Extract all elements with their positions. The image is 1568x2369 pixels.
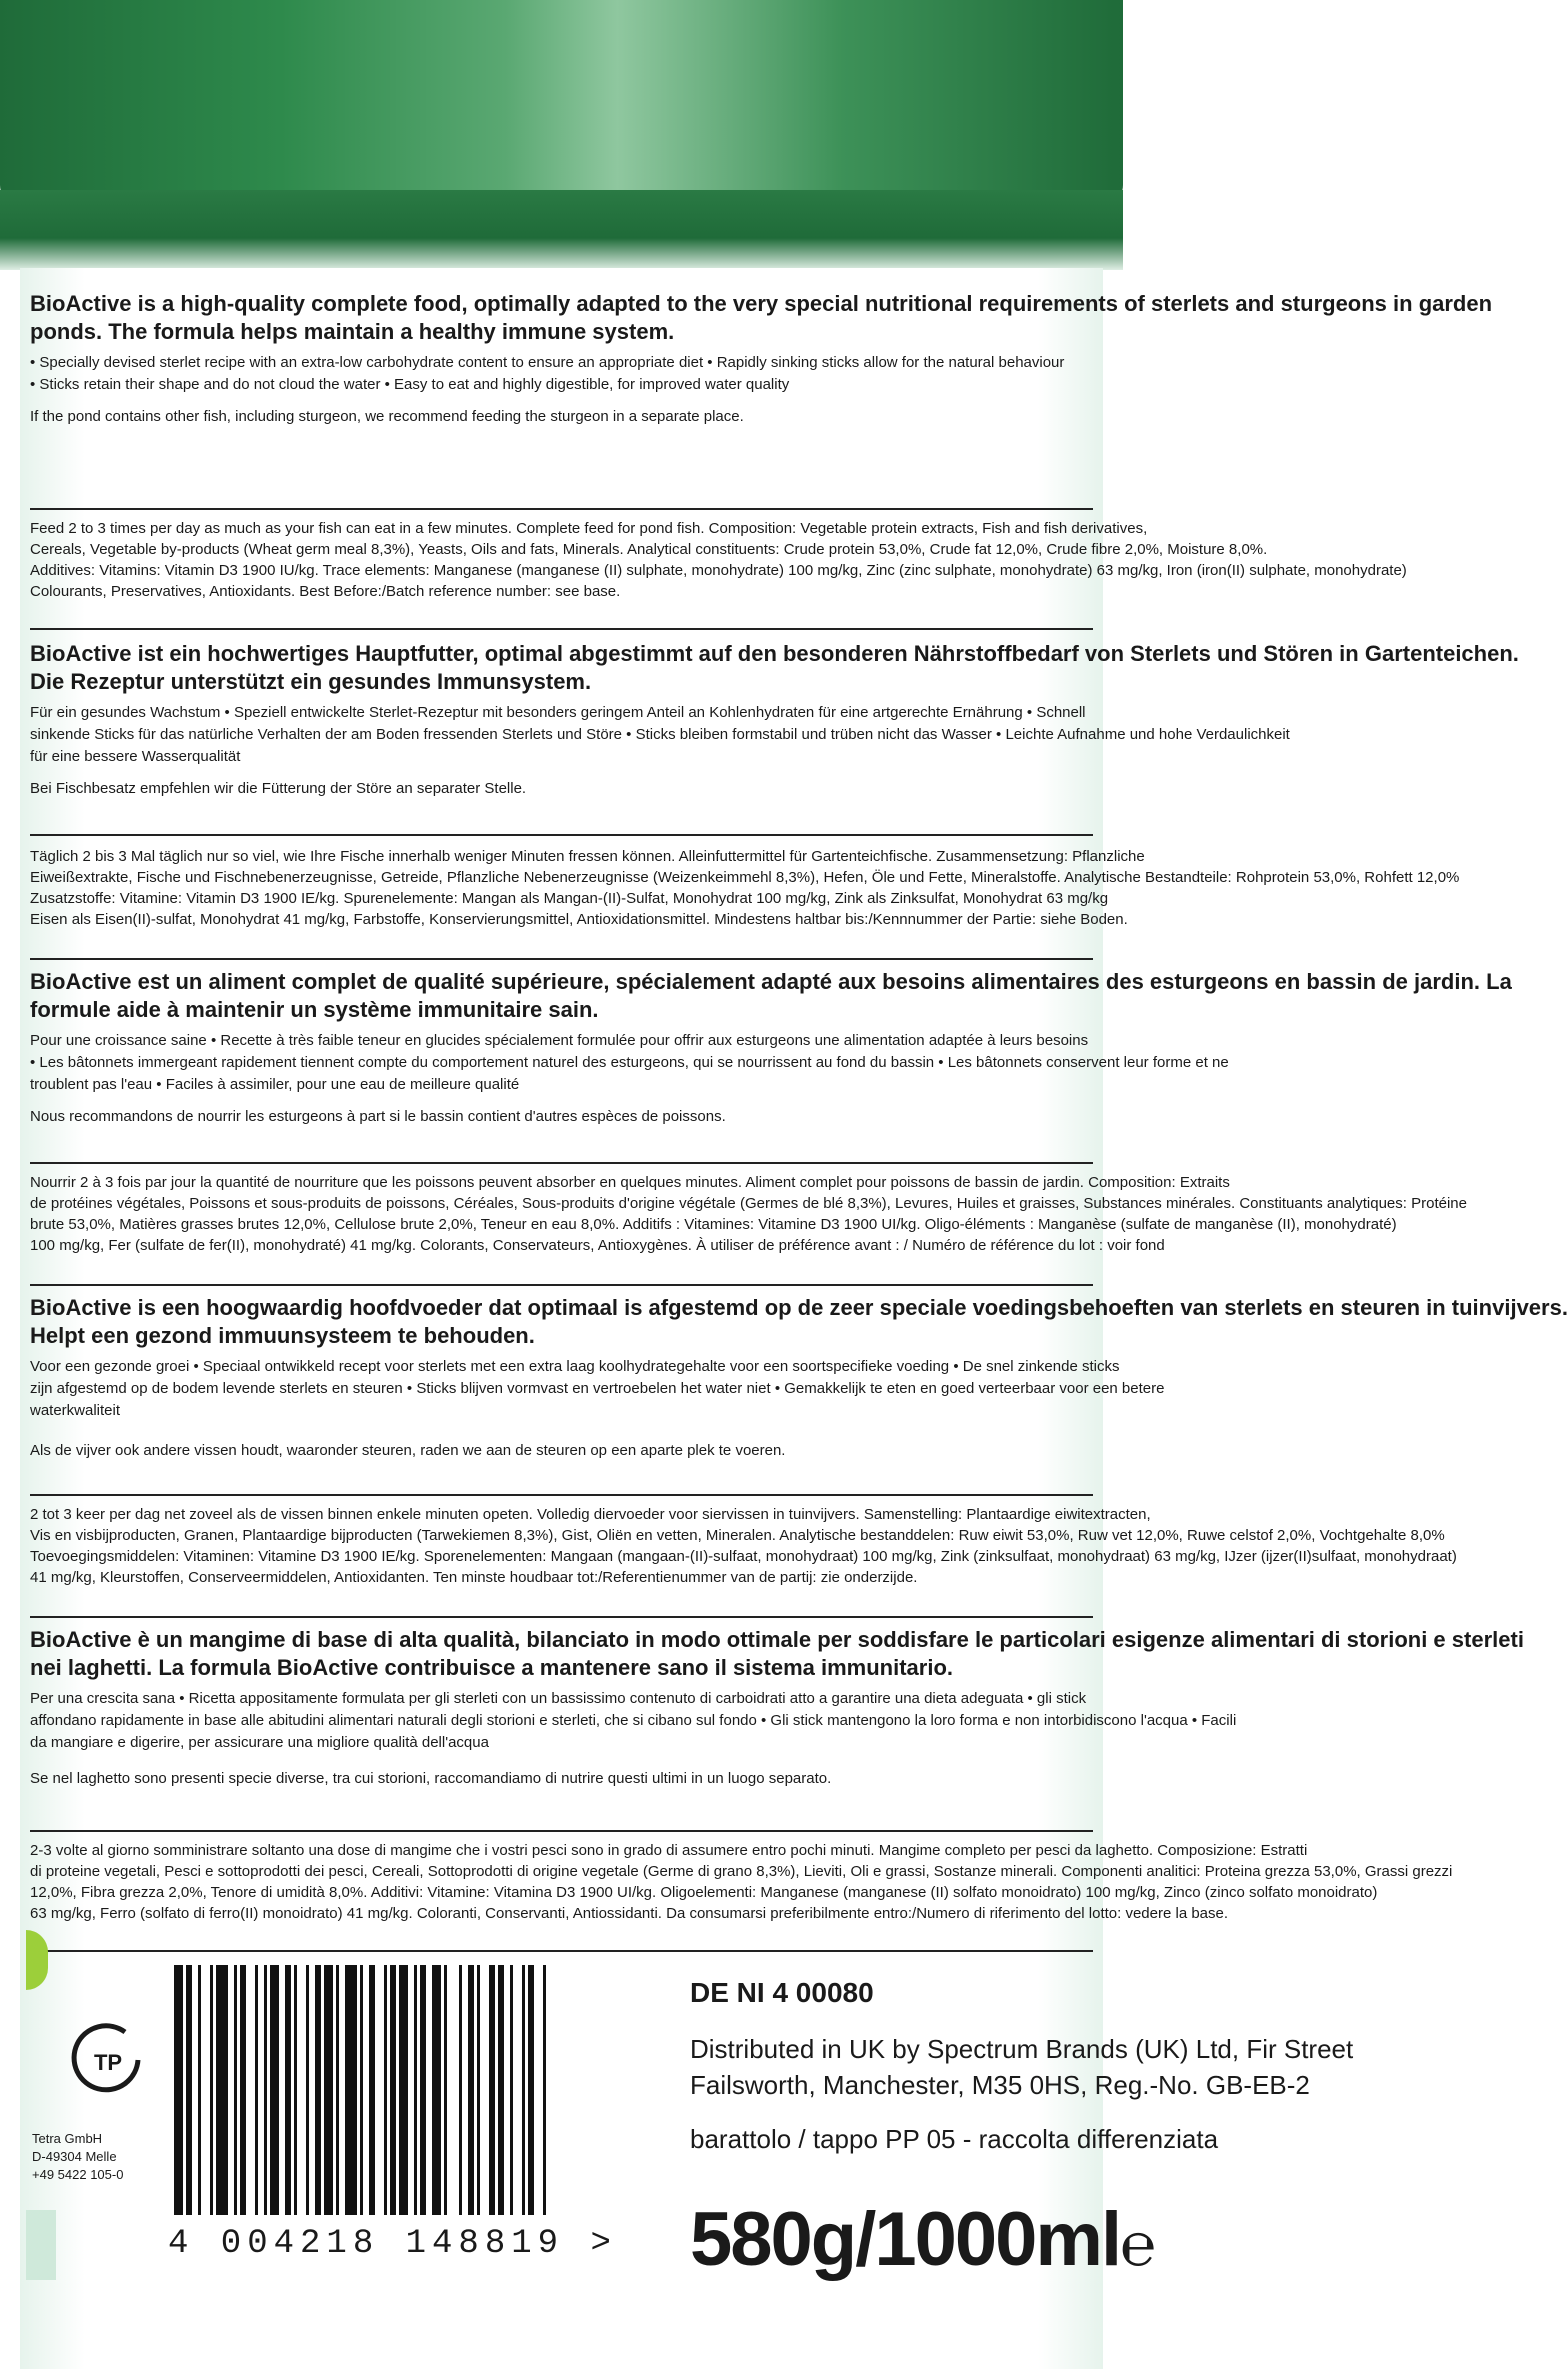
distributor-line-1: Distributed in UK by Spectrum Brands (UK) Ltd, Fir Street — [690, 2034, 1354, 2064]
section-it-intro — [30, 1626, 1524, 1790]
nl-headline-1: BioActive is een hoogwaardig hoofdvoeder dat optimaal is afgestemd op de zeer speciale voedingsbehoeften van sterlets en steuren in tuinvijvers. — [30, 1295, 1568, 1320]
barcode-bar — [414, 1965, 417, 2215]
en-composition-1: Feed 2 to 3 times per day as much as your fish can eat in a few minutes. Complete feed for pond fish. Composition: Vegetable protein extracts, Fish and fish derivatives, — [30, 520, 1148, 537]
en-headline-1: BioActive is a high-quality complete food, optimally adapted to the very special nutritional requirements of sterlets and sturgeons in garden — [30, 291, 1493, 316]
barcode-bar — [399, 1965, 408, 2215]
en-composition-2: Cereals, Vegetable by-products (Wheat germ meal 8,3%), Yeasts, Oils and fats, Minerals. Analytical constituents: Crude protein 53,0%, Crude fat 12,0%, Crude fibre 2,0%, Moisture 8,0%. — [30, 541, 1268, 558]
divider — [30, 1162, 1093, 1164]
fr-headline-1: BioActive est un aliment complet de qualité supérieure, spécialement adapté aux besoins alimentaires des esturgeons en bassin de jardin. La — [30, 969, 1512, 994]
divider — [30, 958, 1093, 960]
fr-headline-2: formule aide à maintenir un système immunitaire sain. — [30, 997, 599, 1022]
nl-composition-1: 2 tot 3 keer per dag net zoveel als de vissen binnen enkele minuten opeten. Volledig diervoeder voor siervissen in tuinvijvers. Samenstelling: Plantaardige eiwitextracten, — [30, 1506, 1151, 1523]
fr-composition-3: brute 53,0%, Matières grasses brutes 12,0%, Cellulose brute 2,0%, Teneur en eau 8,0%. Additifs : Vitamines: Vitamine D3 1900 UI/kg. Oligo-éléments : Manganèse (sulfate de manganèse (II), monohydraté) — [30, 1216, 1397, 1233]
barcode-bar — [477, 1965, 480, 2215]
section-nl-intro — [30, 1294, 1568, 1462]
fr-benefits-1: Pour une croissance saine • Recette à très faible teneur en glucides spécialement formulée pour offrir aux esturgeons une alimentation adaptée à leurs besoins — [30, 1032, 1089, 1049]
it-headline-1: BioActive è un mangime di base di alta qualità, bilanciato in modo ottimale per soddisfare le particolari esigenze alimentari di storioni e sterleti — [30, 1627, 1524, 1652]
barcode-bar — [543, 1965, 546, 2215]
de-benefits-1: Für ein gesundes Wachstum • Speziell entwickelte Sterlet-Rezeptur mit besonders geringem Anteil an Kohlenhydraten für eine artgerechte Ernährung • Schnell — [30, 704, 1086, 721]
barcode-bar — [264, 1965, 267, 2215]
divider — [30, 1830, 1093, 1832]
section-de-composition — [30, 846, 1460, 930]
de-composition-1: Täglich 2 bis 3 Mal täglich nur so viel, wie Ihre Fische innerhalb weniger Minuten fressen können. Alleinfuttermittel für Gartenteichfische. Zusammensetzung: Pflanzliche — [30, 848, 1145, 865]
barcode-bar — [240, 1965, 246, 2215]
barcode — [170, 1965, 630, 2225]
lid-rim — [0, 190, 1123, 270]
barcode-bar — [528, 1965, 534, 2215]
barcode-bar — [294, 1965, 297, 2215]
divider — [30, 834, 1093, 836]
de-composition-3: Zusatzstoffe: Vitamine: Vitamin D3 1900 IE/kg. Spurenelemente: Mangan als Mangan-(II)-Sulfat, Monohydrat 100 mg/kg, Zink als Zinksulfat, Monohydrat 63 mg/kg — [30, 890, 1109, 907]
it-note: Se nel laghetto sono presenti specie diverse, tra cui storioni, raccomandiamo di nutrire questi ultimi in un luogo separato. — [30, 1770, 832, 1787]
barcode-bar — [468, 1965, 474, 2215]
barcode-bar — [420, 1965, 426, 2215]
barcode-bar — [510, 1965, 513, 2215]
barcode-bar — [255, 1965, 258, 2215]
section-en-composition — [30, 518, 1407, 602]
tp-logo-text: TP — [93, 2050, 123, 2075]
barcode-bar — [174, 1965, 183, 2215]
section-en-intro — [30, 290, 1493, 428]
de-composition-2: Eiweißextrakte, Fische und Fischnebenerzeugnisse, Getreide, Pflanzliche Nebenerzeugnisse (Weizenkeimmehl 8,3%), Hefen, Öle und Fette, Mineralstoffe. Analytische Bestandteile: Rohprotein 53,0%, Rohfett 12,0% — [30, 869, 1460, 886]
en-composition-4: Colourants, Preservatives, Antioxidants. Best Before:/Batch reference number: see base. — [30, 583, 621, 600]
section-fr-composition — [30, 1172, 1467, 1256]
nl-composition-2: Vis en visbijproducten, Granen, Plantaardige bijproducten (Tarwekiemen 8,3%), Gist, Oliën en vetten, Mineralen. Analytische bestanddelen: Ruw eiwit 53,0%, Ruw vet 12,0%, Ruwe celstof 2,0%, Vochtgehalte 8,0% — [30, 1527, 1445, 1544]
divider — [30, 1494, 1093, 1496]
packaging-info: barattolo / tappo PP 05 - raccolta differenziata — [690, 2124, 1219, 2154]
en-headline-2: ponds. The formula helps maintain a healthy immune system. — [30, 319, 675, 344]
barcode-number: 4 004218 148819 > — [168, 2225, 617, 2263]
fr-note: Nous recommandons de nourrir les esturgeons à part si le bassin contient d'autres espèces de poissons. — [30, 1108, 726, 1125]
section-nl-composition — [30, 1504, 1457, 1588]
net-weight — [690, 2197, 1155, 2285]
nl-composition-3: Toevoegingsmiddelen: Vitaminen: Vitamine D3 1900 IE/kg. Sporenelementen: Mangaan (mangaan-(II)-sulfaat, monohydraat) 100 mg/kg, Zink (zinksulfaat, monohydraat) 63 mg/kg, IJzer (ijzer(II)sulfaat, monohydraat) — [30, 1548, 1457, 1565]
barcode-bar — [198, 1965, 201, 2215]
product-code: DE NI 4 00080 — [690, 1977, 874, 2008]
barcode-bar — [186, 1965, 192, 2215]
barcode-bar — [234, 1965, 237, 2215]
section-fr-intro — [30, 968, 1512, 1128]
it-composition-4: 63 mg/kg, Ferro (solfato di ferro(II) monoidrato) 41 mg/kg. Coloranti, Conservanti, Antiossidanti. Da consumarsi preferibilmente entro:/Numero di riferimento del lotto: vedere la base. — [30, 1905, 1229, 1922]
barcode-bar — [216, 1965, 228, 2215]
barcode-bar — [432, 1965, 441, 2215]
barcode-bar — [459, 1965, 462, 2215]
estimated-sign: ℮ — [1120, 2211, 1155, 2278]
en-note: If the pond contains other fish, including sturgeon, we recommend feeding the sturgeon in a separate place. — [30, 408, 744, 425]
de-headline-1: BioActive ist ein hochwertiges Hauptfutter, optimal abgestimmt auf den besonderen Nährstoffbedarf von Sterlets und Stören in Gartenteichen. — [30, 641, 1519, 666]
jar-lid — [0, 0, 1123, 270]
it-composition-3: 12,0%, Fibra grezza 2,0%, Tenore di umidità 8,0%. Additivi: Vitamine: Vitamina D3 1900 UI/kg. Oligoelementi: Manganese (manganese (II) solfato monoidrato) 100 mg/kg, Zinco (zinco solfato monoidrato) — [30, 1884, 1378, 1901]
barcode-bar — [360, 1965, 363, 2215]
nl-composition-4: 41 mg/kg, Kleurstoffen, Conserveermiddelen, Antioxidanten. Ten minste houdbaar tot:/Referentienummer van de partij: zie onderzijde. — [30, 1569, 918, 1586]
it-benefits-1: Per una crescita sana • Ricetta appositamente formulata per gli sterleti con un bassissimo contenuto di carboidrati atto a garantire una dieta adeguata • gli stick — [30, 1690, 1087, 1707]
net-weight-value: 580g/1000ml — [690, 2197, 1121, 2282]
product-info — [690, 1975, 1354, 2157]
address-line-1: Tetra GmbH — [32, 2131, 103, 2146]
barcode-bar — [390, 1965, 396, 2215]
nl-benefits-3: waterkwaliteit — [30, 1402, 121, 1419]
barcode-bar — [498, 1965, 504, 2215]
barcode-bar — [306, 1965, 309, 2215]
section-it-composition — [30, 1840, 1453, 1924]
fr-composition-2: de protéines végétales, Poissons et sous-produits de poissons, Céréales, Sous-produits d'origine végétale (Germes de blé 8,3%), Levures, Huiles et graisses, Substances minérales. Constituants analytiques: Protéine — [30, 1195, 1467, 1212]
nl-benefits-2: zijn afgestemd op de bodem levende sterlets en steuren • Sticks blijven vormvast en vertroebelen het water niet • Gemakkelijk te eten en goed verteerbaar voor een betere — [30, 1380, 1165, 1397]
divider — [30, 1616, 1093, 1618]
lid-top — [0, 0, 1123, 215]
address-line-2: D-49304 Melle — [32, 2149, 117, 2164]
it-composition-1: 2-3 volte al giorno somministrare soltanto una dose di mangime che i vostri pesci sono in grado di assumere entro pochi minuti. Mangime completo per pesci da laghetto. Composizione: Estratti — [30, 1842, 1308, 1859]
nl-headline-2: Helpt een gezond immuunsysteem te behouden. — [30, 1323, 535, 1348]
barcode-bar — [345, 1965, 357, 2215]
barcode-bar — [315, 1965, 321, 2215]
section-de-intro — [30, 640, 1519, 800]
it-headline-2: nei laghetti. La formula BioActive contribuisce a mantenere sano il sistema immunitario. — [30, 1655, 954, 1680]
de-headline-2: Die Rezeptur unterstützt ein gesundes Immunsystem. — [30, 669, 592, 694]
it-benefits-3: da mangiare e digerire, per assicurare una migliore qualità dell'acqua — [30, 1734, 489, 1751]
it-composition-2: di proteine vegetali, Pesci e sottoprodotti dei pesci, Cereali, Sottoprodotti di origine vegetale (Germe di grano 8,3%), Lieviti, Oli e grassi, Sostanze minerali. Componenti analitici: Proteina grezza 53,0%, Grassi grezzi — [30, 1863, 1453, 1880]
barcode-bar — [324, 1965, 333, 2215]
barcode-bar — [489, 1965, 495, 2215]
address-line-3: +49 5422 105-0 — [32, 2167, 124, 2182]
fr-benefits-3: troublent pas l'eau • Faciles à assimiler, pour une eau de meilleure qualité — [30, 1076, 520, 1093]
divider — [30, 1950, 1093, 1952]
divider — [30, 508, 1093, 510]
de-benefits-2: sinkende Sticks für das natürliche Verhalten der am Boden fressenden Sterlets und Störe • Sticks bleiben formstabil und trüben nicht das Wasser • Leichte Aufnahme und hohe Verdaulichkeit — [30, 726, 1290, 743]
fr-composition-4: 100 mg/kg, Fer (sulfate de fer(II), monohydraté) 41 mg/kg. Colorants, Conservateurs, Antioxygènes. À utiliser de préférence avant : / Numéro de référence du lot : voir fond — [30, 1237, 1165, 1254]
divider — [30, 628, 1093, 630]
nl-benefits-1: Voor een gezonde groei • Speciaal ontwikkeld recept voor sterlets met een extra laag koolhydrategehalte voor een soortspecifieke voeding • De snel zinkende sticks — [30, 1358, 1120, 1375]
it-benefits-2: affondano rapidamente in base alle abitudini alimentari naturali degli storioni e sterleti, che si cibano sul fondo • Gli stick mantengono la loro forma e non intorbidiscono l'acqua • Facili — [30, 1712, 1237, 1729]
tp-recycling-logo — [70, 2020, 150, 2100]
distributor-line-2: Failsworth, Manchester, M35 0HS, Reg.-No. GB-EB-2 — [690, 2070, 1310, 2100]
barcode-bar — [369, 1965, 375, 2215]
barcode-bar — [270, 1965, 279, 2215]
nl-note: Als de vijver ook andere vissen houdt, waaronder steuren, raden we aan de steuren op een aparte plek te voeren. — [30, 1442, 786, 1459]
fr-benefits-2: • Les bâtonnets immergeant rapidement tiennent compte du comportement naturel des esturgeons, qui se nourrissent au fond du bassin • Les bâtonnets conservent leur forme et ne — [30, 1054, 1229, 1071]
en-benefits-1: • Specially devised sterlet recipe with an extra-low carbohydrate content to ensure an appropriate diet • Rapidly sinking sticks allow for the natural behaviour — [30, 354, 1065, 371]
en-benefits-2: • Sticks retain their shape and do not cloud the water • Easy to eat and highly digestible, for improved water quality — [30, 376, 790, 393]
mint-strip — [26, 2210, 56, 2280]
barcode-bar — [384, 1965, 387, 2215]
fr-composition-1: Nourrir 2 à 3 fois par jour la quantité de nourriture que les poissons peuvent absorber en quelques minutes. Aliment complet pour poissons de bassin de jardin. Composition: Extraits — [30, 1174, 1230, 1191]
divider — [30, 1284, 1093, 1286]
barcode-bar — [336, 1965, 339, 2215]
barcode-bar — [285, 1965, 291, 2215]
barcode-bar — [444, 1965, 447, 2215]
en-composition-3: Additives: Vitamins: Vitamin D3 1900 IU/kg. Trace elements: Manganese (manganese (II) sulphate, monohydrate) 100 mg/kg, Zinc (zinc sulphate, monohydrate) 63 mg/kg, Iron (iron(II) sulphate, monohydrate) — [30, 562, 1407, 579]
manufacturer-address — [32, 2130, 123, 2184]
de-note: Bei Fischbesatz empfehlen wir die Fütterung der Störe an separater Stelle. — [30, 780, 527, 797]
barcode-bar — [522, 1965, 525, 2215]
de-benefits-3: für eine bessere Wasserqualität — [30, 748, 241, 765]
barcode-bar — [210, 1965, 213, 2215]
de-composition-4: Eisen als Eisen(II)-sulfat, Monohydrat 41 mg/kg, Farbstoffe, Konservierungsmittel, Antioxidationsmittel. Mindestens haltbar bis:/Kennnummer der Partie: siehe Boden. — [30, 911, 1128, 928]
